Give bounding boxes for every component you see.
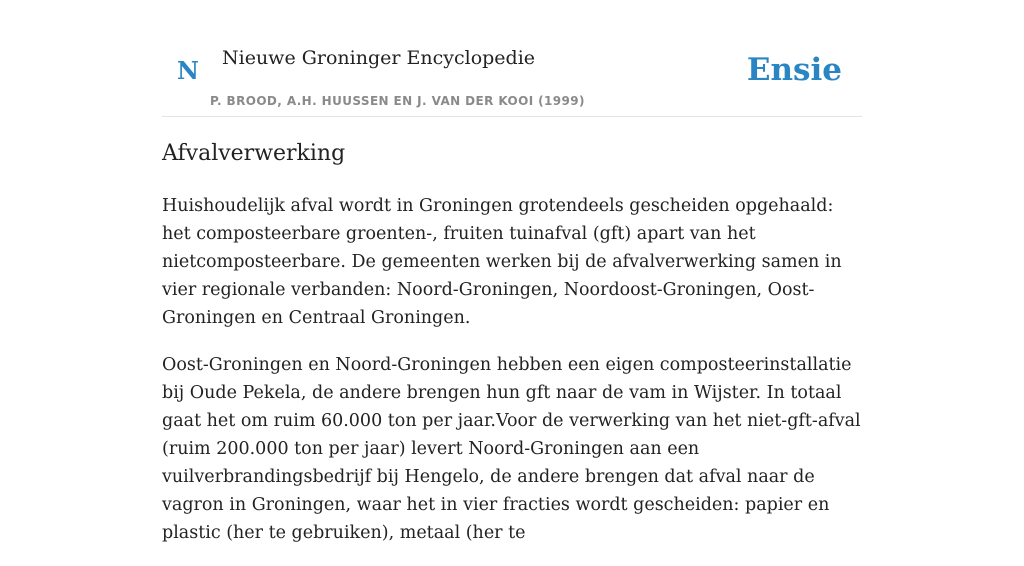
ensie-logo-link[interactable]: Ensie	[746, 52, 842, 88]
entry-paragraph-2: Oost-Groningen en Noord-Groningen hebben een eigen composteerinstallatie bij Oude Pekela, de andere brengen hun gft naar de vam in Wijster. In totaal gaat het om ruim 60.000 ton per jaar.Voor de verwerking van het niet-gft-afval (ruim 200.000 ton per jaar) levert Noord-Groningen aan een vuilverbrandingsbedrijf bij Hengelo, de andere brengen dat afval naar de vagron in Groningen, waar het in vier fracties wordt gescheiden: papier en plastic (her te gebruiken), metaal (her te	[162, 355, 861, 543]
entry-title: Afvalverwerking	[162, 141, 346, 166]
source-title-link[interactable]: Nieuwe Groninger Encyclopedie	[222, 47, 536, 69]
entry-body	[162, 192, 862, 566]
entry-paragraph-1: Huishoudelijk afval wordt in Groningen grotendeels gescheiden opgehaald: het composteerbare groenten-, fruiten tuinafval (gft) apart van het nietcomposteerbare. De gemeenten werken bij de afvalverwerking samen in vier regionale verbanden: Noord-Groningen, Noordoost-Groningen, Oost-Groningen en Centraal Groningen.	[162, 196, 842, 328]
source-authors: P. BROOD, A.H. HUUSSEN EN J. VAN DER KOOI (1999)	[210, 94, 585, 108]
source-header	[162, 0, 862, 117]
source-logo[interactable]: N	[177, 56, 199, 85]
